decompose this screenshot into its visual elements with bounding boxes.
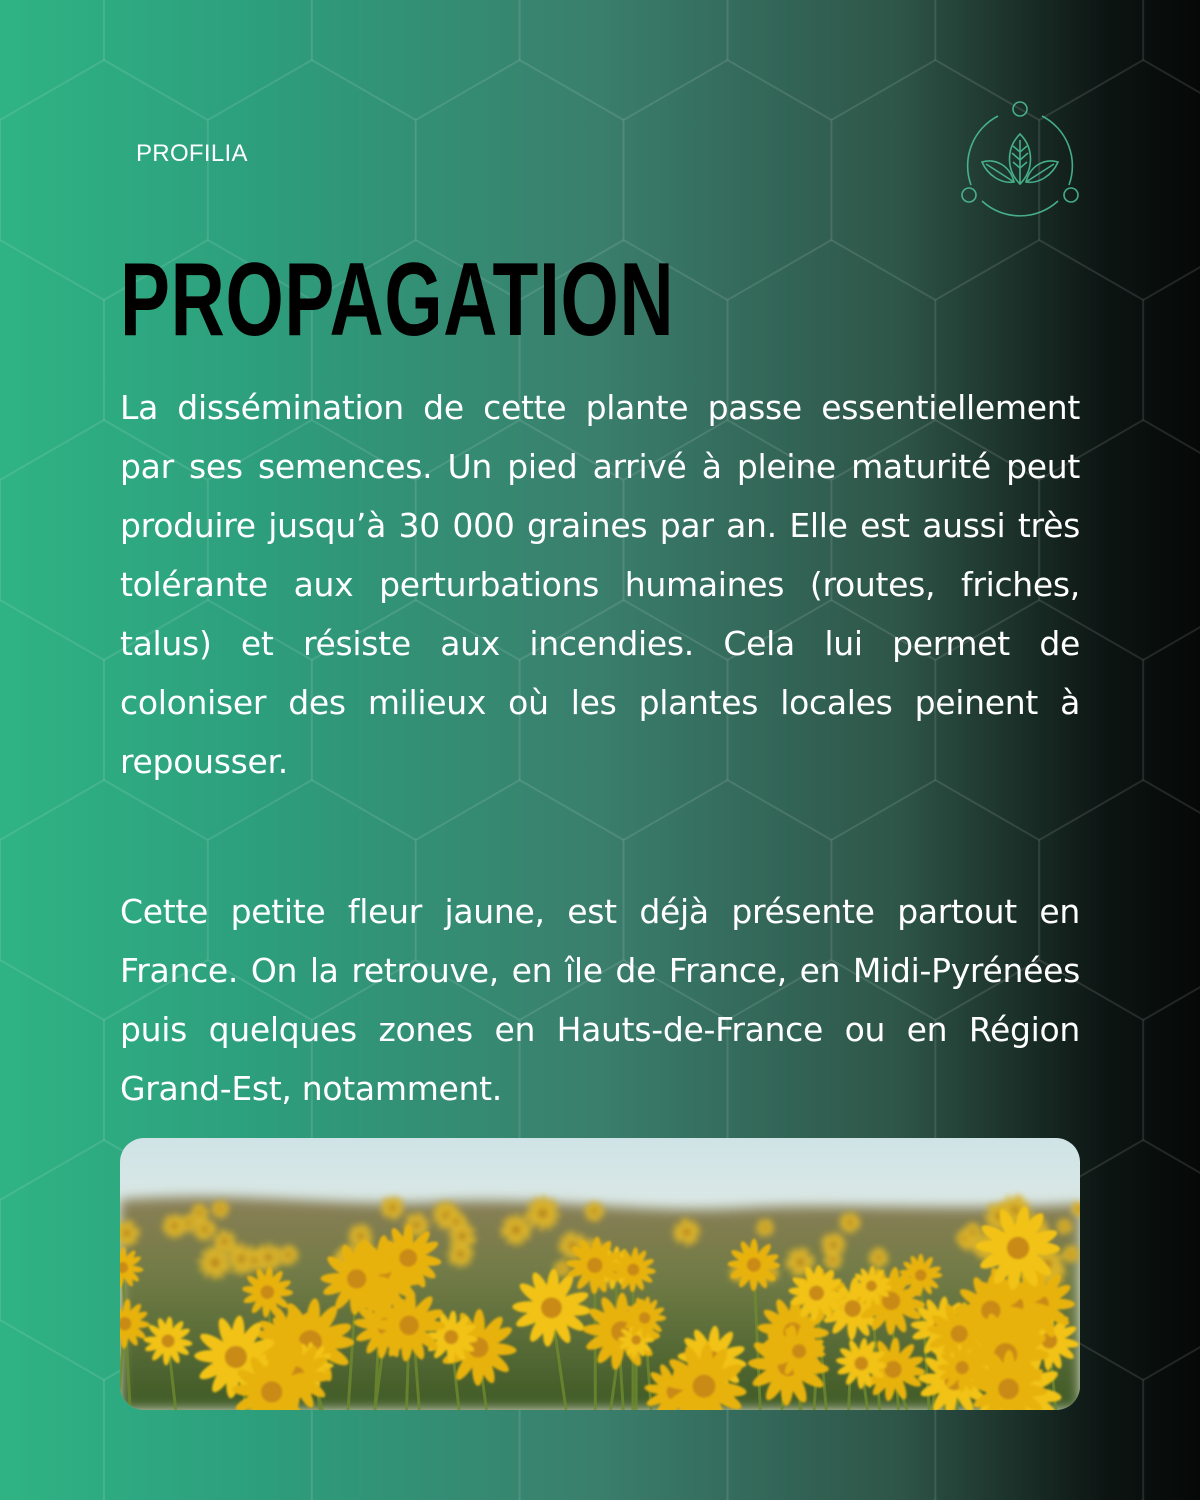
paragraph-propagation: La dissémination de cette plante passe essentiellement par ses semences. Un pied arrivé à pleine maturité peut produire jusqu’à 30 000 graines par an. Elle est aussi très tolérante aux perturbations humaines (routes, friches, talus) et résiste aux incendies. Cela lui permet de coloniser des milieux où les plantes locales peinent à repousser. bbox=[120, 388, 1080, 781]
leaf-cycle-icon bbox=[958, 100, 1082, 224]
page-title: PROPAGATION bbox=[120, 242, 675, 358]
brand-name: PROFILIA bbox=[136, 140, 248, 167]
yellow-flowers-photo bbox=[120, 1138, 1080, 1410]
paragraph-distribution: Cette petite fleur jaune, est déjà présente partout en France. On la retrouve, en île de France, en Midi-Pyrénées puis quelques zones en Hauts-de-France ou en Région Grand-Est, notamment. bbox=[120, 892, 1080, 1108]
